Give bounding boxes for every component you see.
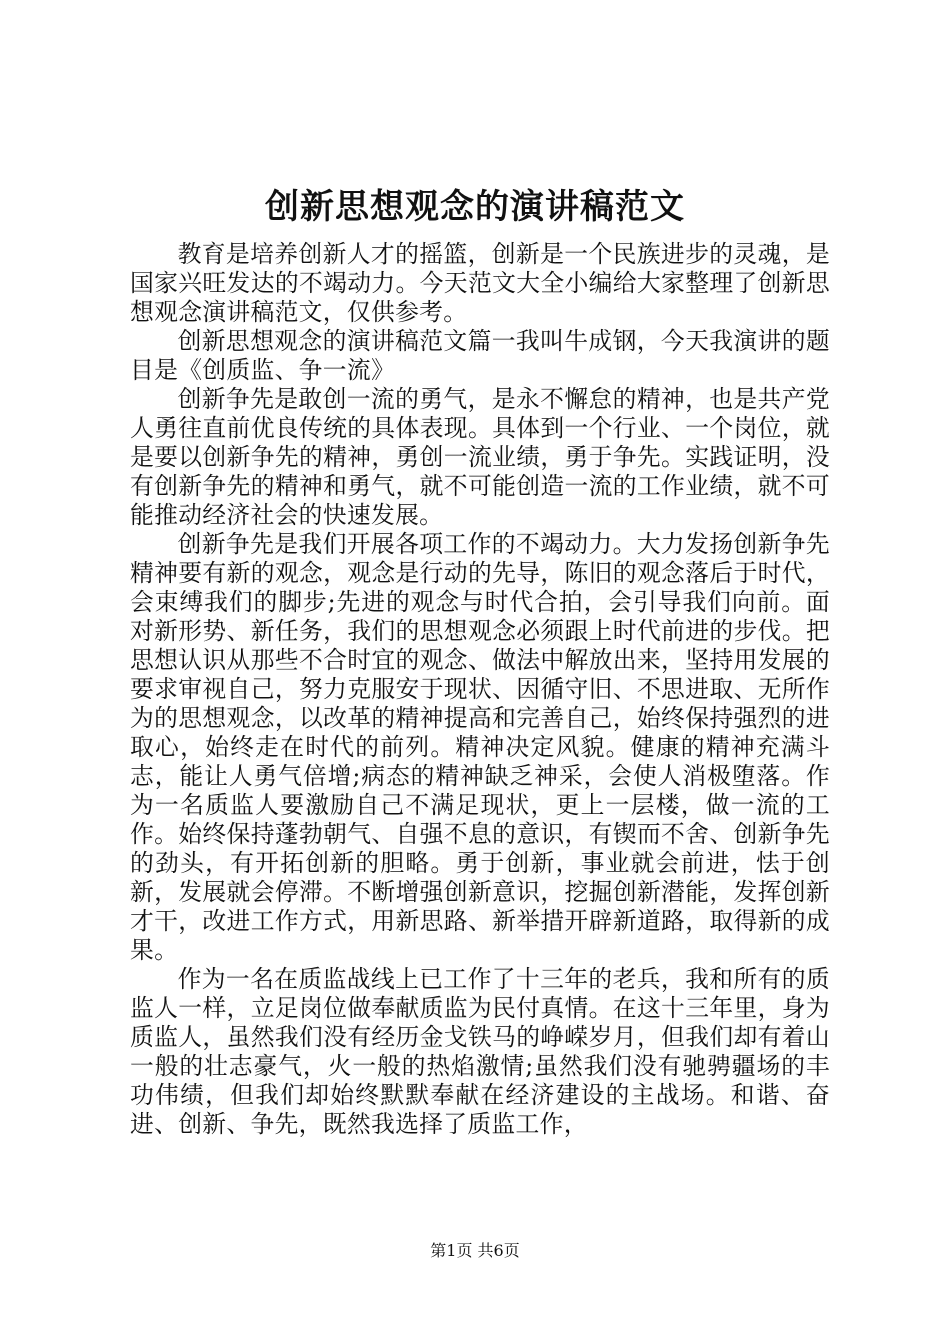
paragraph: 创新争先是敢创一流的勇气，是永不懈怠的精神，也是共产党人勇往直前优良传统的具体表现。具体到一个行业、一个岗位，就是要以创新争先的精神，勇创一流业绩，勇于争先。实践证明，没有创新争先的精神和勇气，就不可能创造一流的工作业绩，就不可能推动经济社会的快速发展。 bbox=[130, 385, 830, 529]
paragraph: 教育是培养创新人才的摇篮，创新是一个民族进步的灵魂，是国家兴旺发达的不竭动力。今天范文大全小编给大家整理了创新思想观念演讲稿范文，仅供参考。 bbox=[130, 240, 830, 326]
document-body bbox=[130, 240, 830, 1139]
page-footer: 第1页 共6页 bbox=[430, 1241, 520, 1260]
paragraph: 创新争先是我们开展各项工作的不竭动力。大力发扬创新争先精神要有新的观念，观念是行动的先导，陈旧的观念落后于时代，会束缚我们的脚步;先进的观念与时代合拍，会引导我们向前。面对新形势、新任务，我们的思想观念必须跟上时代前进的步伐。把思想认识从那些不合时宜的观念、做法中解放出来，坚持用发展的要求审视自己，努力克服安于现状、因循守旧、不思进取、无所作为的思想观念，以改革的精神提高和完善自己，始终保持强烈的进取心，始终走在时代的前列。精神决定风貌。健康的精神充满斗志，能让人勇气倍增;病态的精神缺乏神采，会使人消极堕落。作为一名质监人要激励自己不满足现状，更上一层楼，做一流的工作。始终保持蓬勃朝气、自强不息的意识，有锲而不舍、创新争先的劲头，有开拓创新的胆略。勇于创新，事业就会前进，怯于创新，发展就会停滞。不断增强创新意识，挖掘创新潜能，发挥创新才干，改进工作方式，用新思路、新举措开辟新道路，取得新的成果。 bbox=[130, 530, 830, 964]
paragraph: 创新思想观念的演讲稿范文篇一我叫牛成钢，今天我演讲的题目是《创质监、争一流》 bbox=[130, 327, 830, 384]
document-title: 创新思想观念的演讲稿范文 bbox=[265, 187, 685, 227]
paragraph: 作为一名在质监战线上已工作了十三年的老兵，我和所有的质监人一样，立足岗位做奉献质监为民付真情。在这十三年里，身为质监人，虽然我们没有经历金戈铁马的峥嵘岁月，但我们却有着山一般的壮志豪气，火一般的热焰激情;虽然我们没有驰骋疆场的丰功伟绩，但我们却始终默默奉献在经济建设的主战场。和谐、奋进、创新、争先，既然我选择了质监工作， bbox=[130, 965, 830, 1138]
